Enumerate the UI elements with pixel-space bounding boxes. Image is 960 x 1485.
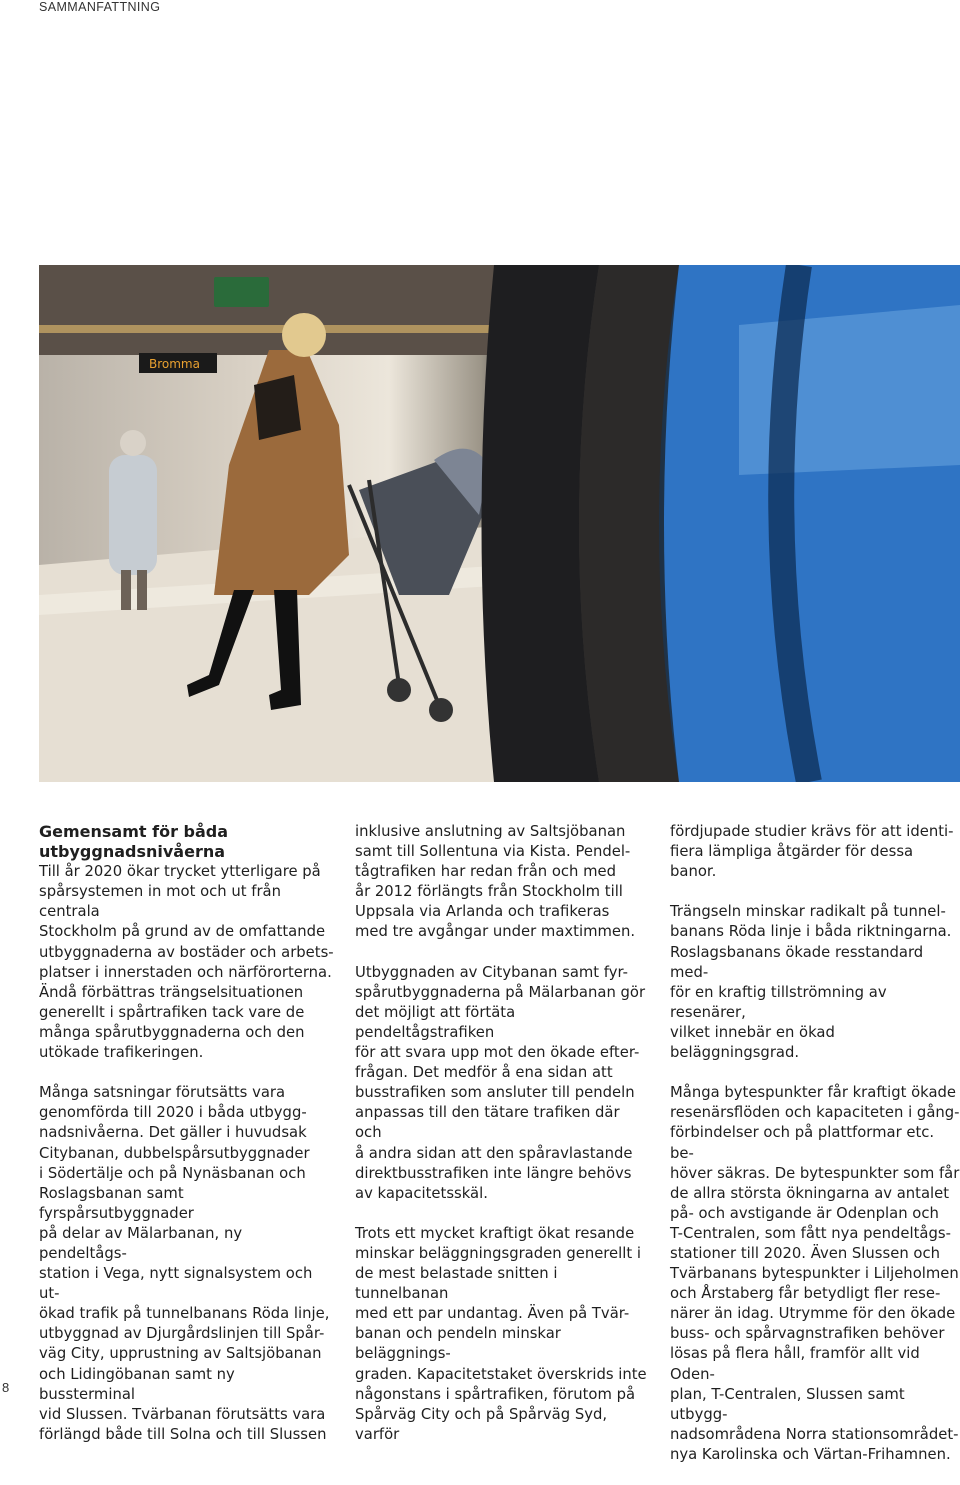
background-person-head [120, 430, 146, 456]
paragraph: inklusive anslutning av Saltsjöbanan samt till Sollentuna via Kista. Pendel- tågtrafiken har redan från och med år 2012 förlängts från Stockholm till Uppsala via Arlanda och trafikeras med tre avgångar under maxtimmen. [355, 823, 636, 941]
section-label: SAMMANFATTNING [39, 0, 161, 14]
ceiling-light [39, 325, 509, 333]
section-heading: Gemensamt för båda utbyggnadsnivåerna [39, 822, 229, 862]
paragraph: Till år 2020 ökar trycket ytterligare på spårsystemen in mot och ut från centrala Stockholm på grund av de omfattande utbyggnaderna av bostäder och arbets- platser i innerstaden och närförorterna. Ändå förbättras trängselsituationen generellt i spårtrafiken tack vare de många spårutbyggnaderna och den utökade trafikeringen. [39, 863, 334, 1062]
photo-illustration [39, 265, 960, 782]
ceiling [39, 265, 509, 355]
handbag [254, 375, 301, 440]
woman-head [282, 313, 326, 357]
page-number: 8 [2, 1380, 10, 1395]
paragraph: fördjupade studier krävs för att identi- fiera lämpliga åtgärder för dessa banor. [670, 823, 954, 881]
paragraph: Trots ett mycket kraftigt ökat resande minskar beläggningsgraden generellt i de mest belastade snitten i tunnelbanan med ett par undantag. Även på Tvär- banan och pendeln minskar beläggnings- graden. Kapacitetstaket överskrids inte någonstans i spårtrafiken, förutom på Spårväg City och på Spårväg Syd, varför [355, 1224, 647, 1443]
paragraph: Många satsningar förutsätts vara genomförda till 2020 i båda utbygg- nadsnivåerna. Det gäller i huvudsak Citybanan, dubbelspårsutbyggnader i Södertälje och på Nynäsbanan och Roslagsbanan samt fyrspårsutbyggnader på delar av Mälarbanan, ny pendeltågs- station i Vega, nytt signalsystem och ut- ökad trafik på tunnelbanans Röda linje, utbyggnad av Djurgårdslinjen till Spår- väg City, upprustning av Saltsjöbanan och Lidingöbanan samt ny bussterminal vid Slussen. Tvärbanan förutsätts vara förlängd både till Solna och till Slussen [39, 1084, 330, 1443]
paragraph: Utbyggnaden av Citybanan samt fyr- spårutbyggnaderna på Mälarbanan gör det möjligt att förtäta pendeltågstrafiken för att svara upp mot den ökade efter- frågan. Det medför å ena sidan att busstrafiken som ansluter till pendeln anpassas till den tätare trafiken där och å andra sidan att den spåravlastande direktbusstrafiken inte längre behövs av kapacitetsskäl. [355, 963, 646, 1202]
stroller-wheel [387, 678, 411, 702]
station-sign-text: Bromma [149, 357, 200, 371]
stroller-wheel [429, 698, 453, 722]
background-person [109, 455, 157, 575]
text-column-1 [39, 822, 334, 1465]
paragraph: Trängseln minskar radikalt på tunnel- banans Röda linje i båda riktningarna. Roslagsbanans ökade resstandard med- för en kraftig tillströmning av resenärer, vilket innebär en ökad beläggningsgrad. [670, 903, 952, 1062]
text-column-2 [355, 822, 647, 1465]
text-column-3 [670, 822, 960, 1485]
subway-platform-photo [39, 265, 960, 782]
paragraph: Många bytespunkter får kraftigt ökade resenärsflöden och kapaciteten i gång- förbindelser och på plattformar etc. be- höver säkras. De bytespunkter som får de allra största ökningarna av antalet på- och avstigande är Odenplan och T-Centralen, som fått nya pendeltågs- stationer till 2020. Även Slussen och Tvärbanans bytespunkter i Liljeholmen och Årstaberg får betydligt fler rese- närer än idag. Utrymme för den ökade buss- och spårvagnstrafiken behöver lösas på flera håll, framför allt vid Oden- plan, T-Centralen, Slussen samt utbygg- nadsområdena Norra stationsområdet- nya Karolinska och Värtan-Frihamnen. [670, 1084, 960, 1463]
background-person-leg [121, 570, 131, 610]
exit-sign [214, 277, 269, 307]
background-person-leg [137, 570, 147, 610]
